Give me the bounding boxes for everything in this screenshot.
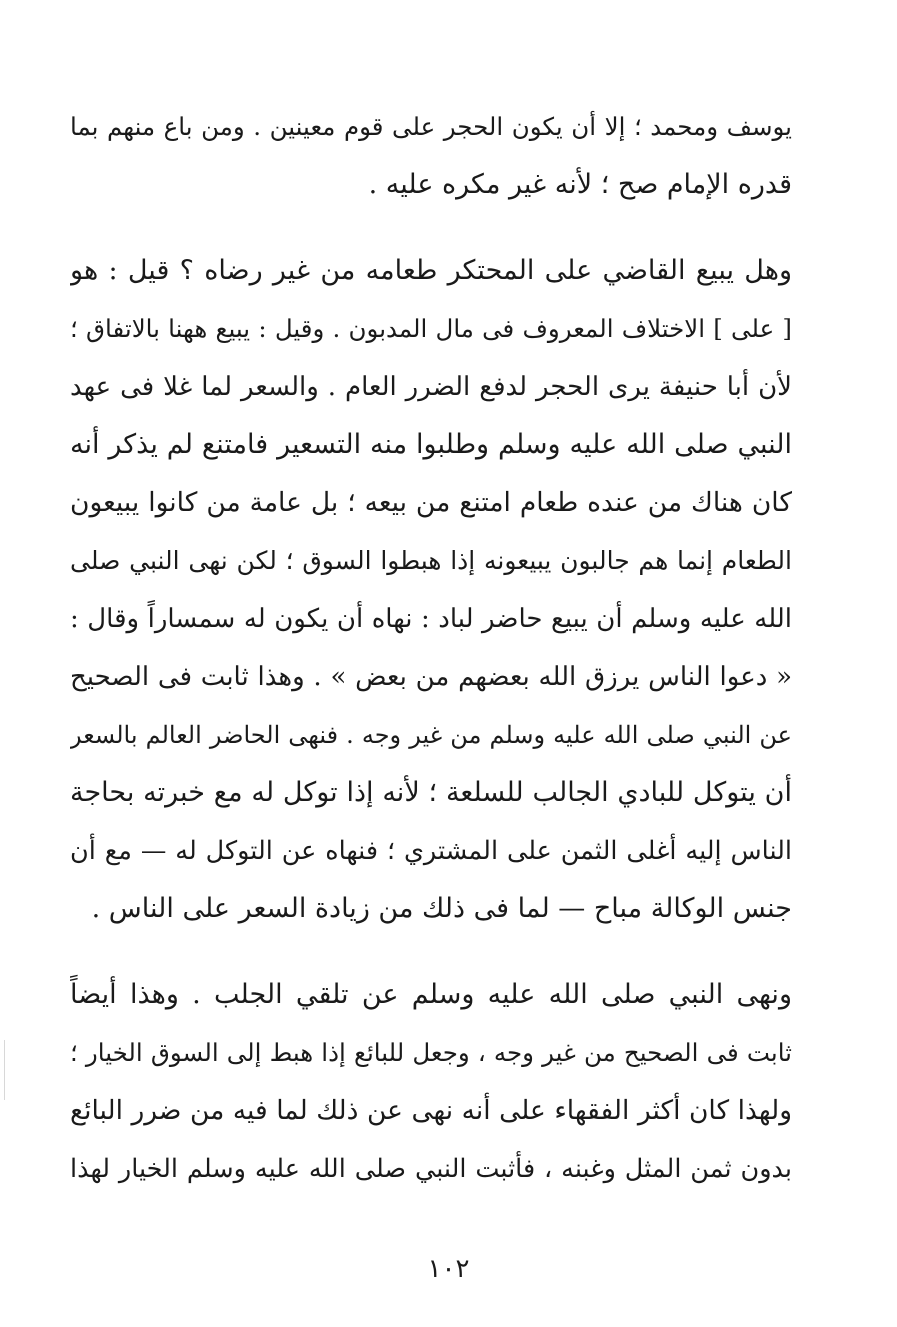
text-line: الناس إليه أغلى الثمن على المشتري ؛ فنهاه عن التوكل له — مع أن bbox=[70, 836, 792, 866]
page-number: ١٠٢ bbox=[427, 1254, 470, 1284]
paragraph-3 bbox=[70, 966, 792, 1198]
text-line: لأن أبا حنيفة يرى الحجر لدفع الضرر العام . والسعر لما غلا فى عهد bbox=[70, 372, 792, 402]
text-line: أن يتوكل للبادي الجالب للسلعة ؛ لأنه إذا توكل له مع خبرته بحاجة bbox=[70, 777, 792, 808]
paragraph-2 bbox=[70, 242, 792, 938]
text-line: ولهذا كان أكثر الفقهاء على أنه نهى عن ذلك لما فيه من ضرر البائع bbox=[70, 1095, 792, 1126]
text-line: جنس الوكالة مباح — لما فى ذلك من زيادة السعر على الناس . bbox=[91, 893, 792, 924]
text-line: [ على ] الاختلاف المعروف فى مال المدبون . وقيل : يبيع ههنا بالاتفاق ؛ bbox=[70, 314, 792, 343]
text-line: النبي صلى الله عليه وسلم وطلبوا منه التسعير فامتنع لم يذكر أنه bbox=[70, 429, 792, 460]
text-line: « دعوا الناس يرزق الله بعضهم من بعض » . وهذا ثابت فى الصحيح bbox=[70, 662, 792, 692]
text-line: كان هناك من عنده طعام امتنع من بيعه ؛ بل عامة من كانوا يبيعون bbox=[70, 487, 792, 518]
paragraph-1 bbox=[70, 98, 792, 214]
text-line: وهل يبيع القاضي على المحتكر طعامه من غير رضاه ؟ قيل : هو bbox=[70, 255, 792, 286]
text-line: عن النبي صلى الله عليه وسلم من غير وجه . فنهى الحاضر العالم بالسعر bbox=[70, 721, 792, 749]
text-line: الطعام إنما هم جالبون يبيعونه إذا هبطوا السوق ؛ لكن نهى النبي صلى bbox=[70, 546, 792, 575]
text-line: ثابت فى الصحيح من غير وجه ، وجعل للبائع إذا هبط إلى السوق الخيار ؛ bbox=[70, 1038, 792, 1067]
margin-mark bbox=[4, 1040, 5, 1100]
text-line: الله عليه وسلم أن يبيع حاضر لباد : نهاه أن يكون له سمساراً وقال : bbox=[70, 604, 792, 634]
text-line: قدره الإمام صح ؛ لأنه غير مكره عليه . bbox=[368, 169, 792, 200]
text-line: ونهى النبي صلى الله عليه وسلم عن تلقي الجلب . وهذا أيضاً bbox=[70, 979, 792, 1010]
text-line: بدون ثمن المثل وغبنه ، فأثبت النبي صلى الله عليه وسلم الخيار لهذا bbox=[70, 1154, 792, 1184]
text-line: يوسف ومحمد ؛ إلا أن يكون الحجر على قوم معينين . ومن باع منهم بما bbox=[70, 112, 792, 141]
